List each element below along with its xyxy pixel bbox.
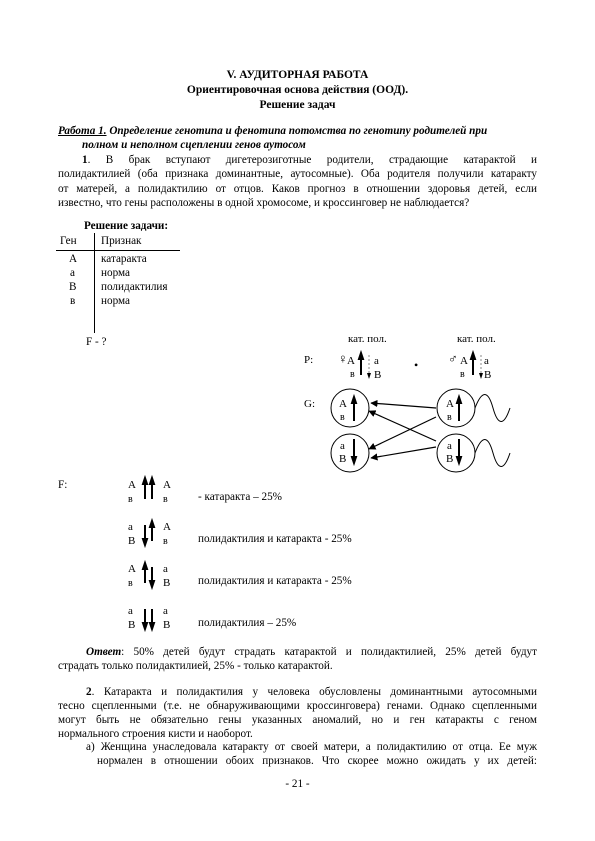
arrow-icon — [369, 417, 436, 449]
allele: А — [347, 355, 355, 367]
gamete-circle — [331, 434, 369, 472]
allele: В — [163, 619, 171, 631]
chromosome-icon — [359, 353, 363, 375]
allele: а — [128, 605, 133, 617]
table-horizontal-rule — [56, 250, 180, 251]
allele: В — [374, 369, 382, 381]
offspring-chromosomes — [120, 473, 190, 643]
offspring-description: полидактилия – 25% — [198, 617, 297, 629]
gene-cell: А — [69, 253, 78, 265]
allele: а — [163, 563, 168, 575]
female-symbol: ♀ — [338, 351, 348, 366]
task1-heading-line1: Определение генотипа и фенотипа потомства по генотипу родителей при — [106, 125, 488, 137]
chromosome-icon — [457, 397, 461, 421]
allele: в — [128, 578, 133, 589]
gamete-circle — [437, 434, 475, 472]
trait-cell: полидактилия — [101, 281, 168, 293]
arrow-icon — [479, 373, 483, 379]
task2-line: тесно сцепленными (т.е. не обнаруживающими кроссинговера) генами. Однако сцепленными — [58, 700, 537, 712]
chromosome-icon — [352, 397, 356, 421]
task1-heading — [58, 125, 548, 137]
trait-cell: норма — [101, 267, 130, 279]
female-header: кат. пол. — [348, 333, 387, 345]
task1-problem — [58, 153, 537, 211]
page-number: - 21 - — [285, 778, 310, 790]
answer-line: : 50% детей будут страдать катарактой и полидактилией, 25% детей будут — [121, 646, 537, 658]
gamete-circle — [331, 389, 369, 427]
allele: а — [340, 440, 345, 452]
task1-label: Работа 1. — [58, 125, 107, 137]
allele: в — [163, 536, 168, 547]
male-symbol: ♂ — [448, 351, 458, 366]
allele: А — [446, 398, 454, 410]
cross-dot: • — [414, 358, 419, 372]
offspring-description: полидактилия и катаракта - 25% — [198, 575, 352, 587]
chromosome-icon — [352, 439, 356, 463]
allele: в — [128, 494, 133, 505]
chromosome-icon — [457, 439, 461, 463]
task1-problem-line: от матерей, а полидактилию от отцов. Каков прогноз в отношении здоровья детей, если — [58, 182, 537, 195]
allele: В — [128, 535, 136, 547]
offspring-description: полидактилия и катаракта - 25% — [198, 533, 352, 545]
table-vertical-rule — [94, 233, 95, 333]
allele: а — [484, 355, 489, 367]
sperm-tail-icon — [475, 395, 510, 422]
arrow-icon — [367, 373, 371, 379]
allele: В — [339, 453, 347, 465]
page-subtitle-2: Решение задач — [259, 99, 336, 111]
allele: в — [163, 494, 168, 505]
answer-label: Ответ — [86, 646, 122, 658]
allele: а — [128, 521, 133, 533]
allele: В — [446, 453, 454, 465]
allele: в — [460, 369, 465, 380]
gene-cell: в — [70, 295, 76, 307]
task1-heading-line2: полном и неполном сцеплении генов аутосом — [82, 139, 306, 151]
allele: в — [350, 369, 355, 380]
f-label: F: — [58, 479, 68, 491]
allele: А — [128, 479, 136, 491]
task1-answer — [58, 645, 537, 674]
task2-sub-a-line: а) Женщина унаследовала катаракту от своей матери, а полидактилию от отца. Ее муж — [86, 741, 537, 753]
allele: А — [163, 521, 171, 533]
allele: а — [163, 605, 168, 617]
page-subtitle: Ориентировочная основа действия (ООД). — [186, 84, 409, 96]
gamete-circle — [437, 389, 475, 427]
p-label: P: — [304, 354, 314, 366]
chromosome-icon — [150, 567, 154, 587]
allele: В — [163, 577, 171, 589]
solution-label-text: Решение задачи — [84, 220, 165, 232]
task1-problem-line: известно, что гены расположены в одной хромосоме, и кроссинговер не наблюдается? — [58, 197, 470, 210]
task1-number: 1 — [82, 154, 88, 166]
task1-problem-line: полидактилией (оба признака доминантные, аутосомные). Оба родителя получили катаракту — [58, 168, 537, 181]
allele: А — [128, 563, 136, 575]
trait-cell: норма — [101, 295, 130, 307]
gene-cell: В — [69, 281, 77, 293]
arrow-icon — [371, 403, 436, 408]
page-title: V. АУДИТОРНАЯ РАБОТА — [226, 69, 369, 81]
chromosome-icon — [471, 353, 475, 375]
chromosome-icon — [150, 609, 154, 629]
g-label: G: — [304, 398, 315, 410]
trait-cell: катаракта — [101, 253, 147, 265]
allele: а — [447, 440, 452, 452]
answer-line: страдать только полидактилией, 25% - только катарактой. — [58, 660, 333, 673]
allele: А — [163, 479, 171, 491]
allele: А — [339, 398, 347, 410]
allele: в — [447, 412, 452, 423]
task2-sub-a-line: нормален в отношении обоих признаков. Что скорее можно ожидать у их детей: — [97, 755, 537, 767]
chromosome-icon — [143, 525, 147, 545]
task2-line: нормального строения кисти и наоборот. — [58, 728, 253, 740]
task2-line: могут быть не обязательно гены указанных аномалий, но и ген катаракты с геном — [58, 714, 537, 726]
offspring-description: - катаракта – 25% — [198, 491, 282, 503]
task2-problem — [58, 685, 537, 741]
task2-number: 2 — [86, 686, 92, 698]
chromosome-icon — [143, 478, 147, 499]
allele: в — [340, 412, 345, 423]
allele: а — [374, 355, 379, 367]
solution-label: Решение задачи: — [84, 220, 169, 232]
task1-problem-line: . В брак вступают дигетерозиготные родители, страдающие катарактой и — [87, 154, 537, 166]
allele: А — [460, 355, 468, 367]
gene-cell: а — [70, 267, 75, 279]
cross-diagram — [290, 325, 530, 485]
chromosome-icon — [143, 609, 147, 629]
arrow-icon — [371, 447, 436, 458]
chromosome-icon — [143, 563, 147, 583]
sperm-tail-icon — [475, 440, 510, 467]
allele: В — [128, 619, 136, 631]
trait-column-header: Признак — [101, 235, 142, 247]
arrow-icon — [369, 411, 436, 441]
f-question: F - ? — [86, 336, 107, 348]
task2-line: . Катаракта и полидактилия у человека обусловлены доминантными аутосомными — [91, 686, 537, 698]
gene-column-header: Ген — [60, 235, 77, 247]
chromosome-icon — [150, 521, 154, 541]
male-header: кат. пол. — [457, 333, 496, 345]
allele: В — [484, 369, 492, 381]
chromosome-icon — [150, 478, 154, 499]
